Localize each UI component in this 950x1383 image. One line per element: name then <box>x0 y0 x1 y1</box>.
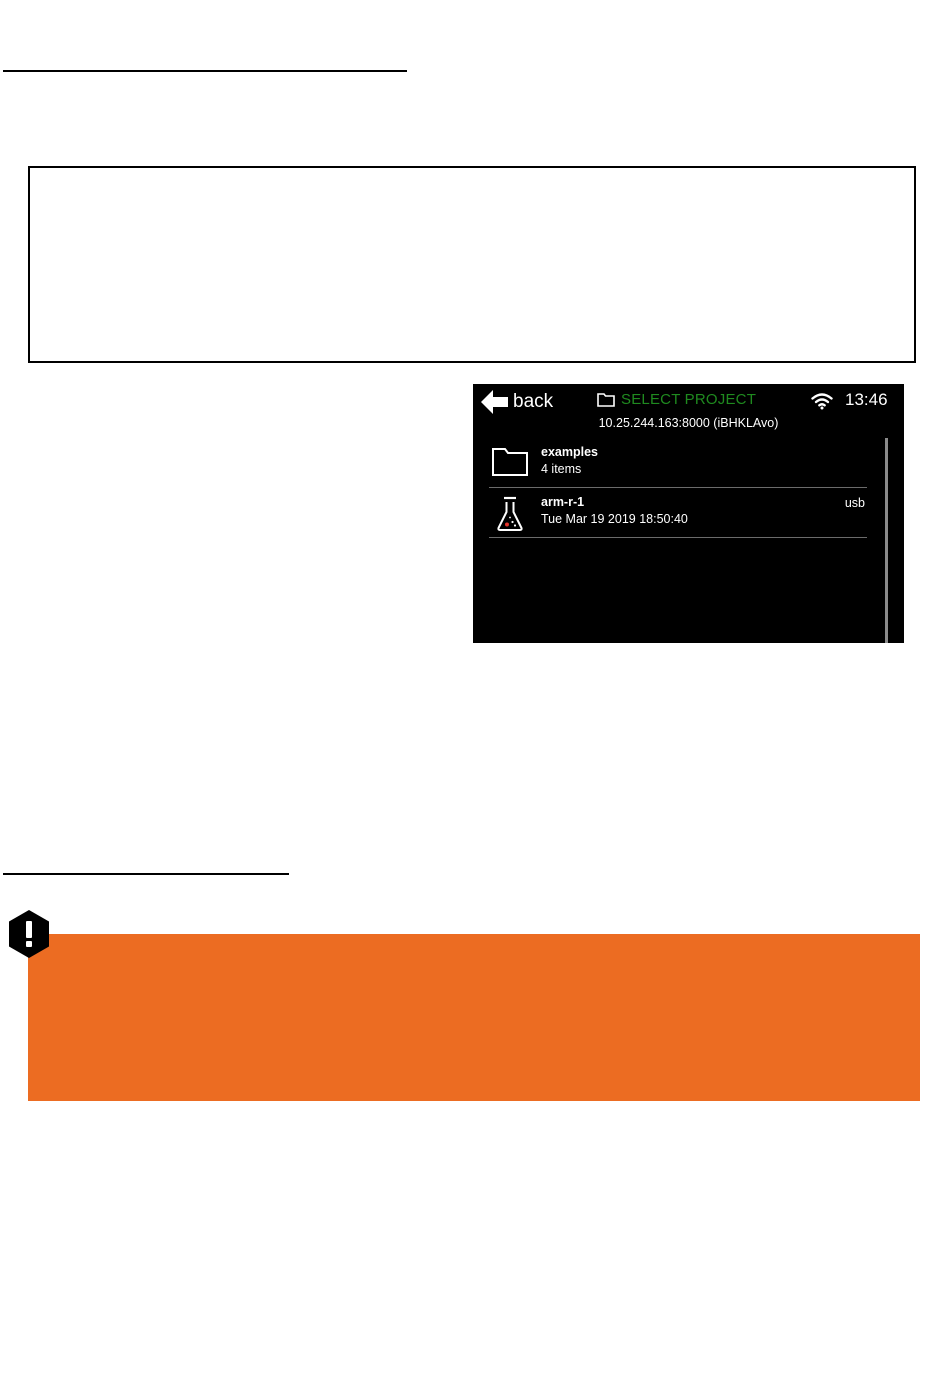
list-item-name: arm-r-1 <box>541 495 585 509</box>
wifi-icon <box>811 392 833 410</box>
section-rule-top <box>3 70 407 72</box>
back-arrow-icon <box>481 390 509 414</box>
warning-box <box>28 934 920 1101</box>
outlined-note-box <box>28 166 916 363</box>
list-item-project[interactable] <box>489 487 867 538</box>
list-item-tag: usb <box>844 496 865 510</box>
exclamation-hexagon-icon <box>7 909 51 959</box>
clock-time: 13:46 <box>845 390 888 409</box>
list-item-subtitle: 4 items <box>541 462 582 476</box>
list-item-name: examples <box>541 445 598 459</box>
folder-icon <box>491 445 529 477</box>
section-rule-middle <box>3 873 289 875</box>
flask-icon <box>491 495 529 533</box>
back-button[interactable] <box>481 388 553 416</box>
list-item-folder[interactable] <box>489 437 867 488</box>
back-label: back <box>513 391 554 412</box>
list-item-subtitle: Tue Mar 19 2019 18:50:40 <box>541 512 688 526</box>
device-screen <box>473 384 904 643</box>
server-address: 10.25.244.163:8000 (iBHKLAvo) <box>598 416 779 430</box>
screen-title-text: SELECT PROJECT <box>621 391 757 408</box>
screen-title <box>597 391 756 408</box>
folder-icon <box>597 392 615 407</box>
scrollbar[interactable] <box>885 438 888 643</box>
